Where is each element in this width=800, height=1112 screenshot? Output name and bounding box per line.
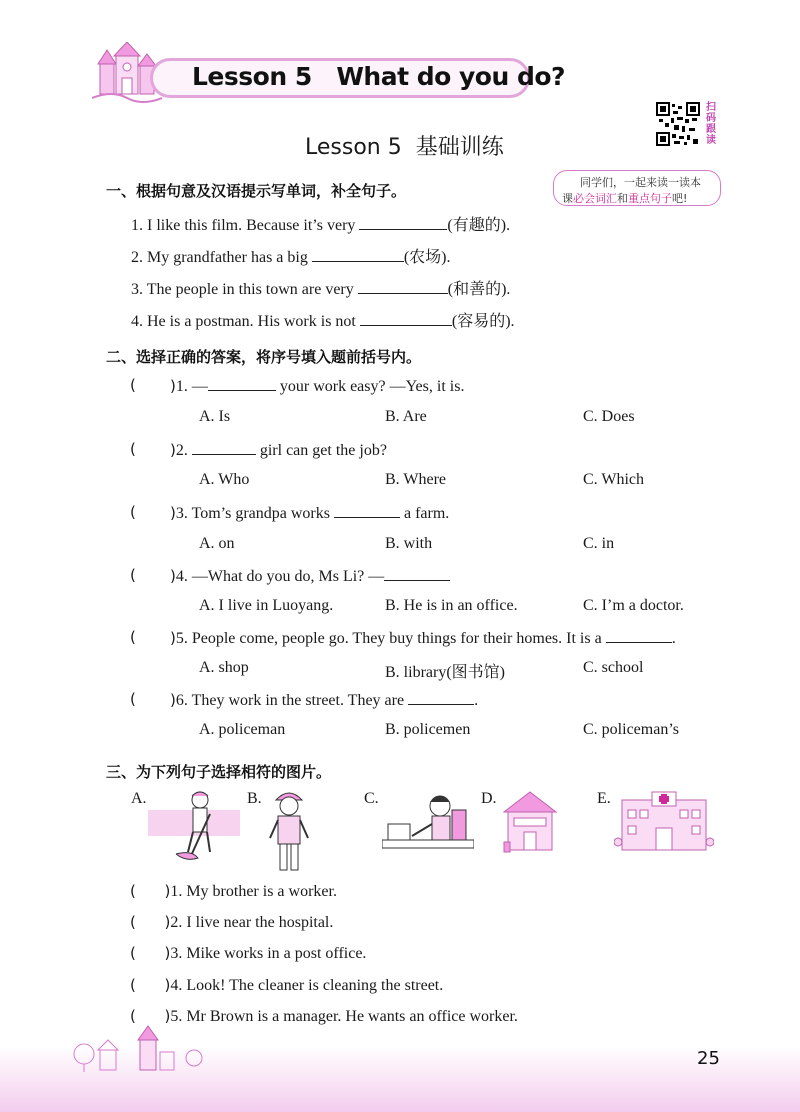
qr-code-icon[interactable]	[656, 102, 700, 146]
option-c: C. school	[583, 659, 644, 676]
option-a: A. I live in Luoyang.	[199, 597, 334, 614]
answer-paren-open[interactable]: (	[130, 628, 136, 646]
match-sentence-4: ( )4. Look! The cleaner is cleaning the street.	[130, 976, 444, 994]
fill-item: 1. I like this film. Because it’s very (有趣的).	[131, 217, 511, 234]
footer-town-illustration	[70, 1024, 210, 1077]
answer-blank[interactable]	[312, 247, 404, 262]
answer-paren[interactable]: ( )	[130, 1007, 171, 1025]
answer-paren[interactable]: ( )	[130, 913, 171, 931]
hospital-picture	[614, 790, 714, 859]
answer-blank[interactable]	[408, 690, 474, 705]
option-c: C. in	[583, 535, 615, 552]
fill-item: 3. The people in this town are very (和善的).	[131, 281, 511, 298]
tip-bubble: 同学们，一起来读一读本 课必会词汇和重点句子吧!	[553, 170, 721, 206]
picture-label-c: C.	[364, 790, 379, 807]
option-b: B. policemen	[385, 721, 471, 738]
section-1-title: 一、根据句意及汉语提示写单词，补全句子。	[106, 182, 407, 200]
question-3: )3. Tom’s grandpa works a farm.	[170, 504, 450, 522]
answer-blank[interactable]	[606, 628, 672, 643]
option-b: B. He is in an office.	[385, 597, 518, 614]
answer-paren-open[interactable]: (	[130, 690, 136, 708]
answer-paren-open[interactable]: (	[130, 503, 136, 521]
picture-label-b: B.	[247, 790, 262, 807]
option-c: C. Which	[583, 471, 645, 488]
answer-paren-open[interactable]: (	[130, 376, 136, 394]
option-a: A. Who	[199, 471, 250, 488]
option-b: B. Are	[385, 408, 427, 425]
section-2-title: 二、选择正确的答案，将序号填入题前括号内。	[106, 348, 422, 366]
match-sentence-1: ( )1. My brother is a worker.	[130, 882, 337, 900]
post-office-picture	[500, 790, 560, 861]
option-a: A. on	[199, 535, 235, 552]
answer-blank[interactable]	[384, 566, 450, 581]
answer-paren[interactable]: ( )	[130, 976, 171, 994]
worker-picture	[266, 788, 312, 881]
answer-blank[interactable]	[334, 503, 400, 518]
lesson-title: Lesson 5 What do you do?	[192, 62, 566, 91]
question-1: )1. — your work easy? —Yes, it is.	[170, 377, 465, 395]
match-sentence-5: ( )5. Mr Brown is a manager. He wants an office worker.	[130, 1007, 518, 1025]
option-c: C. I’m a doctor.	[583, 597, 684, 614]
option-c: C. Does	[583, 408, 635, 425]
page-subtitle: Lesson 5 基础训练	[305, 135, 504, 160]
page-number: 25	[697, 1048, 720, 1069]
picture-label-e: E.	[597, 790, 611, 807]
fill-item: 4. He is a postman. His work is not (容易的).	[131, 313, 515, 330]
question-4: )4. —What do you do, Ms Li? —	[170, 566, 450, 586]
question-2: )2. girl can get the job?	[170, 441, 387, 459]
picture-label-d: D.	[481, 790, 497, 807]
option-c: C. policeman’s	[583, 721, 679, 738]
option-a: A. Is	[199, 408, 231, 425]
option-b: B. Where	[385, 471, 447, 488]
fill-item: 2. My grandfather has a big (农场).	[131, 249, 451, 266]
answer-blank[interactable]	[359, 215, 447, 230]
cleaner-picture	[148, 788, 240, 869]
option-b: B. with	[385, 535, 433, 552]
qr-label: 扫 码 跟 读	[706, 102, 716, 146]
answer-blank[interactable]	[208, 376, 276, 391]
answer-paren[interactable]: ( )	[130, 882, 171, 900]
option-a: A. policeman	[199, 721, 286, 738]
option-a: A. shop	[199, 659, 249, 676]
question-6: )6. They work in the street. They are .	[170, 691, 479, 709]
answer-paren-open[interactable]: (	[130, 566, 136, 584]
picture-label-a: A.	[131, 790, 147, 807]
match-sentence-2: ( )2. I live near the hospital.	[130, 913, 334, 931]
answer-blank[interactable]	[358, 279, 448, 294]
section-3-title: 三、为下列句子选择相符的图片。	[106, 763, 332, 781]
answer-paren-open[interactable]: (	[130, 440, 136, 458]
office-worker-picture	[382, 788, 474, 865]
answer-paren[interactable]: ( )	[130, 944, 171, 962]
match-sentence-3: ( )3. Mike works in a post office.	[130, 944, 367, 962]
answer-blank[interactable]	[360, 311, 452, 326]
question-5: )5. People come, people go. They buy things for their homes. It is a .	[170, 629, 676, 647]
option-b: B. library(图书馆)	[385, 664, 505, 681]
answer-blank[interactable]	[192, 440, 256, 455]
